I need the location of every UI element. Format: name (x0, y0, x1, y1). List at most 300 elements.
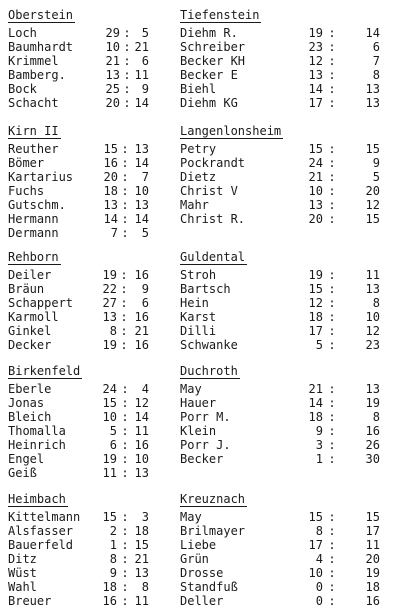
points-against: 7 (141, 170, 149, 184)
score-separator: : (328, 324, 336, 338)
player-name: Schacht (8, 96, 59, 110)
points-for: 19 (102, 452, 117, 466)
player-row (8, 580, 153, 594)
points-against: 20 (365, 184, 380, 198)
score-separator: : (121, 212, 129, 226)
score-separator: : (121, 552, 129, 566)
player-name: Reuther (8, 142, 59, 156)
score-separator: : (328, 68, 336, 82)
player-row (180, 96, 384, 110)
points-for: 29 (105, 26, 120, 40)
player-name: Wahl (8, 580, 37, 594)
score-separator: : (328, 538, 336, 552)
player-row (8, 184, 153, 198)
player-name: Hein (180, 296, 209, 310)
player-name: Diehm R. (180, 26, 238, 40)
player-row (180, 382, 384, 396)
points-for: 2 (109, 524, 117, 538)
points-against: 16 (134, 438, 149, 452)
points-against: 15 (134, 538, 149, 552)
points-against: 11 (134, 594, 149, 608)
points-for: 15 (308, 142, 323, 156)
player-name: Pockrandt (180, 156, 246, 170)
points-for: 13 (308, 198, 323, 212)
player-name: Schreiber (180, 40, 246, 54)
points-for: 21 (105, 54, 120, 68)
player-name: Breuer (8, 594, 52, 608)
points-against: 7 (372, 54, 380, 68)
points-against: 17 (365, 524, 380, 538)
points-against: 16 (134, 268, 149, 282)
player-row (180, 580, 384, 594)
score-separator: : (328, 580, 336, 594)
player-name: Grün (180, 552, 209, 566)
player-name: Loch (8, 26, 37, 40)
points-against: 5 (141, 226, 149, 240)
points-for: 27 (102, 296, 117, 310)
score-separator: : (123, 68, 131, 82)
score-separator: : (121, 424, 129, 438)
team-block (8, 246, 153, 352)
player-name: Alsfasser (8, 524, 74, 538)
player-row (180, 552, 384, 566)
points-against: 14 (134, 156, 149, 170)
points-for: 8 (315, 524, 323, 538)
player-row (180, 68, 384, 82)
points-for: 9 (109, 566, 117, 580)
player-row (8, 324, 153, 338)
score-separator: : (120, 282, 128, 296)
score-separator: : (328, 396, 336, 410)
player-row (8, 198, 153, 212)
score-separator: : (328, 40, 336, 54)
score-separator: : (121, 396, 129, 410)
score-separator: : (328, 438, 336, 452)
points-for: 5 (315, 338, 323, 352)
player-name: Thomalla (8, 424, 66, 438)
player-name: Liebe (180, 538, 217, 552)
player-name: May (180, 510, 202, 524)
points-against: 14 (134, 212, 149, 226)
points-for: 24 (102, 382, 117, 396)
player-row (180, 198, 384, 212)
score-separator: : (120, 268, 128, 282)
player-row (8, 594, 153, 608)
points-against: 11 (134, 68, 149, 82)
player-row (8, 524, 153, 538)
player-row (8, 566, 153, 580)
score-separator: : (328, 452, 336, 466)
score-separator: : (328, 296, 336, 310)
points-for: 20 (103, 170, 118, 184)
points-for: 10 (102, 410, 117, 424)
points-against: 30 (365, 452, 380, 466)
points-for: 16 (103, 156, 118, 170)
points-against: 9 (141, 282, 149, 296)
points-against: 3 (141, 510, 149, 524)
player-name: Biehl (180, 82, 217, 96)
player-row (180, 184, 384, 198)
points-against: 26 (365, 438, 380, 452)
player-name: Heinrich (8, 438, 66, 452)
player-name: Karst (180, 310, 217, 324)
player-row (180, 410, 384, 424)
points-for: 0 (315, 594, 323, 608)
points-for: 15 (308, 282, 323, 296)
player-name: Bömer (8, 156, 45, 170)
score-separator: : (121, 170, 129, 184)
player-name: Bleich (8, 410, 52, 424)
points-against: 13 (365, 382, 380, 396)
score-separator: : (120, 338, 128, 352)
score-separator: : (328, 184, 336, 198)
points-against: 10 (134, 452, 149, 466)
points-against: 8 (372, 410, 380, 424)
points-for: 16 (102, 594, 117, 608)
score-separator: : (121, 538, 129, 552)
player-name: Diehm KG (180, 96, 238, 110)
player-row (8, 26, 153, 40)
score-separator: : (120, 296, 128, 310)
player-name: Brilmayer (180, 524, 246, 538)
score-separator: : (328, 382, 336, 396)
player-row (8, 282, 153, 296)
player-name: Petry (180, 142, 217, 156)
score-separator: : (328, 282, 336, 296)
player-row (180, 310, 384, 324)
player-name: Klein (180, 424, 217, 438)
points-for: 25 (105, 82, 120, 96)
player-row (180, 156, 384, 170)
player-name: Karmoll (8, 310, 59, 324)
player-name: Bartsch (180, 282, 231, 296)
points-against: 10 (134, 184, 149, 198)
points-against: 19 (365, 396, 380, 410)
player-name: Ditz (8, 552, 37, 566)
points-against: 15 (365, 510, 380, 524)
score-separator: : (121, 510, 129, 524)
points-for: 20 (105, 96, 120, 110)
team-name: Heimbach (8, 492, 66, 506)
player-name: Dermann (8, 226, 59, 240)
player-name: Hauer (180, 396, 217, 410)
player-name: Baumhardt (8, 40, 74, 54)
team-block (180, 360, 384, 466)
team-block (8, 120, 153, 240)
player-row (180, 538, 384, 552)
points-for: 8 (109, 552, 117, 566)
points-against: 6 (372, 40, 380, 54)
points-against: 11 (134, 424, 149, 438)
points-for: 17 (308, 324, 323, 338)
team-block (180, 488, 384, 608)
points-against: 23 (365, 338, 380, 352)
player-row (8, 296, 153, 310)
player-name: Porr J. (180, 438, 231, 452)
points-against: 16 (365, 424, 380, 438)
player-name: Bräun (8, 282, 45, 296)
points-for: 24 (308, 156, 323, 170)
points-for: 13 (105, 68, 120, 82)
score-separator: : (123, 26, 131, 40)
player-name: May (180, 382, 202, 396)
score-separator: : (328, 268, 336, 282)
points-for: 17 (308, 538, 323, 552)
points-for: 10 (308, 566, 323, 580)
points-against: 8 (372, 68, 380, 82)
player-name: Stroh (180, 268, 217, 282)
team-name: Birkenfeld (8, 364, 81, 378)
player-name: Deller (180, 594, 224, 608)
points-against: 6 (141, 54, 149, 68)
player-row (8, 142, 153, 156)
player-row (180, 268, 384, 282)
score-separator: : (123, 82, 131, 96)
score-separator: : (121, 566, 129, 580)
score-separator: : (120, 310, 128, 324)
points-for: 5 (109, 424, 117, 438)
score-separator: : (328, 142, 336, 156)
points-for: 13 (102, 310, 117, 324)
points-against: 13 (365, 282, 380, 296)
player-name: Kartarius (8, 170, 74, 184)
score-separator: : (328, 212, 336, 226)
player-name: Becker E (180, 68, 238, 82)
points-for: 19 (308, 268, 323, 282)
player-row (8, 538, 153, 552)
player-row (180, 142, 384, 156)
points-for: 7 (110, 226, 118, 240)
points-against: 21 (134, 324, 149, 338)
points-against: 8 (141, 580, 149, 594)
player-row (180, 212, 384, 226)
points-for: 6 (109, 438, 117, 452)
points-for: 10 (105, 40, 120, 54)
team-block (8, 4, 153, 110)
player-row (8, 54, 153, 68)
points-against: 10 (365, 310, 380, 324)
score-separator: : (328, 566, 336, 580)
player-row (8, 452, 153, 466)
points-against: 13 (134, 466, 149, 480)
player-name: Deiler (8, 268, 52, 282)
score-separator: : (121, 594, 129, 608)
player-row (180, 170, 384, 184)
team-block (180, 246, 384, 352)
player-row (180, 510, 384, 524)
points-for: 1 (315, 452, 323, 466)
player-name: Bock (8, 82, 37, 96)
points-for: 19 (308, 26, 323, 40)
player-row (8, 226, 153, 240)
points-against: 20 (365, 552, 380, 566)
player-row (8, 382, 153, 396)
points-against: 16 (134, 338, 149, 352)
points-for: 11 (102, 466, 117, 480)
points-for: 19 (102, 338, 117, 352)
player-row (8, 170, 153, 184)
player-row (180, 282, 384, 296)
score-separator: : (328, 310, 336, 324)
player-name: Fuchs (8, 184, 45, 198)
points-against: 19 (365, 566, 380, 580)
score-separator: : (121, 524, 129, 538)
score-separator: : (328, 54, 336, 68)
player-name: Bauerfeld (8, 538, 74, 552)
score-separator: : (121, 466, 129, 480)
points-against: 21 (134, 40, 149, 54)
points-for: 18 (308, 410, 323, 424)
points-for: 0 (315, 580, 323, 594)
team-name: Rehborn (8, 250, 59, 264)
team-name: Kreuznach (180, 492, 246, 506)
points-against: 14 (365, 26, 380, 40)
score-separator: : (121, 580, 129, 594)
score-separator: : (123, 54, 131, 68)
points-against: 9 (372, 156, 380, 170)
points-against: 5 (372, 170, 380, 184)
score-separator: : (121, 410, 129, 424)
points-against: 5 (141, 26, 149, 40)
points-for: 9 (315, 424, 323, 438)
player-name: Dilli (180, 324, 217, 338)
player-row (8, 310, 153, 324)
player-name: Hermann (8, 212, 59, 226)
score-separator: : (121, 226, 129, 240)
points-against: 13 (365, 96, 380, 110)
points-against: 14 (134, 410, 149, 424)
points-against: 13 (134, 566, 149, 580)
player-row (180, 338, 384, 352)
score-separator: : (328, 82, 336, 96)
points-for: 1 (109, 538, 117, 552)
score-separator: : (121, 184, 129, 198)
player-row (8, 96, 153, 110)
player-name: Wüst (8, 566, 37, 580)
points-against: 18 (365, 580, 380, 594)
points-for: 14 (308, 396, 323, 410)
points-for: 13 (103, 198, 118, 212)
player-name: Standfuß (180, 580, 238, 594)
player-name: Porr M. (180, 410, 231, 424)
score-separator: : (328, 170, 336, 184)
points-for: 15 (102, 510, 117, 524)
player-row (8, 410, 153, 424)
score-separator: : (328, 96, 336, 110)
points-for: 14 (308, 82, 323, 96)
team-name: Langenlonsheim (180, 124, 282, 138)
points-against: 11 (365, 538, 380, 552)
player-row (180, 438, 384, 452)
score-separator: : (328, 594, 336, 608)
score-separator: : (121, 452, 129, 466)
score-separator: : (121, 382, 129, 396)
score-separator: : (328, 524, 336, 538)
score-separator: : (123, 40, 131, 54)
player-row (180, 524, 384, 538)
player-name: Becker (180, 452, 224, 466)
player-row (180, 54, 384, 68)
player-row (8, 82, 153, 96)
player-name: Christ R. (180, 212, 246, 226)
player-row (180, 26, 384, 40)
player-row (8, 268, 153, 282)
player-name: Becker KH (180, 54, 246, 68)
points-against: 11 (365, 268, 380, 282)
player-row (180, 324, 384, 338)
player-name: Gutschm. (8, 198, 66, 212)
points-for: 21 (308, 170, 323, 184)
player-row (180, 566, 384, 580)
player-name: Christ V (180, 184, 238, 198)
points-for: 15 (308, 510, 323, 524)
player-name: Drosse (180, 566, 224, 580)
player-row (180, 396, 384, 410)
points-against: 13 (365, 82, 380, 96)
player-name: Mahr (180, 198, 209, 212)
team-block (180, 4, 384, 110)
points-against: 14 (134, 96, 149, 110)
points-against: 16 (365, 594, 380, 608)
player-name: Dietz (180, 170, 217, 184)
player-name: Schappert (8, 296, 74, 310)
player-row (180, 594, 384, 608)
player-name: Geiß (8, 466, 37, 480)
points-for: 17 (308, 96, 323, 110)
points-for: 15 (103, 142, 118, 156)
player-name: Schwanke (180, 338, 238, 352)
player-row (8, 466, 153, 480)
player-row (8, 338, 153, 352)
player-row (8, 424, 153, 438)
points-for: 12 (308, 296, 323, 310)
player-name: Engel (8, 452, 45, 466)
score-separator: : (121, 438, 129, 452)
player-name: Krimmel (8, 54, 59, 68)
player-row (8, 510, 153, 524)
score-separator: : (328, 510, 336, 524)
points-against: 16 (134, 310, 149, 324)
score-separator: : (328, 338, 336, 352)
score-separator: : (328, 198, 336, 212)
points-for: 10 (308, 184, 323, 198)
player-row (180, 452, 384, 466)
score-separator: : (328, 552, 336, 566)
score-separator: : (120, 324, 128, 338)
score-separator: : (121, 142, 129, 156)
points-against: 8 (372, 296, 380, 310)
team-block (8, 488, 153, 608)
points-for: 20 (308, 212, 323, 226)
points-against: 4 (141, 382, 149, 396)
points-for: 18 (103, 184, 118, 198)
points-for: 15 (102, 396, 117, 410)
team-name: Duchroth (180, 364, 238, 378)
player-row (8, 552, 153, 566)
score-separator: : (121, 198, 129, 212)
points-against: 18 (134, 524, 149, 538)
points-against: 6 (141, 296, 149, 310)
player-row (8, 68, 153, 82)
points-against: 12 (134, 396, 149, 410)
points-against: 13 (134, 198, 149, 212)
points-for: 3 (315, 438, 323, 452)
player-row (180, 296, 384, 310)
points-against: 12 (365, 324, 380, 338)
player-row (180, 82, 384, 96)
points-for: 13 (308, 68, 323, 82)
player-row (8, 156, 153, 170)
